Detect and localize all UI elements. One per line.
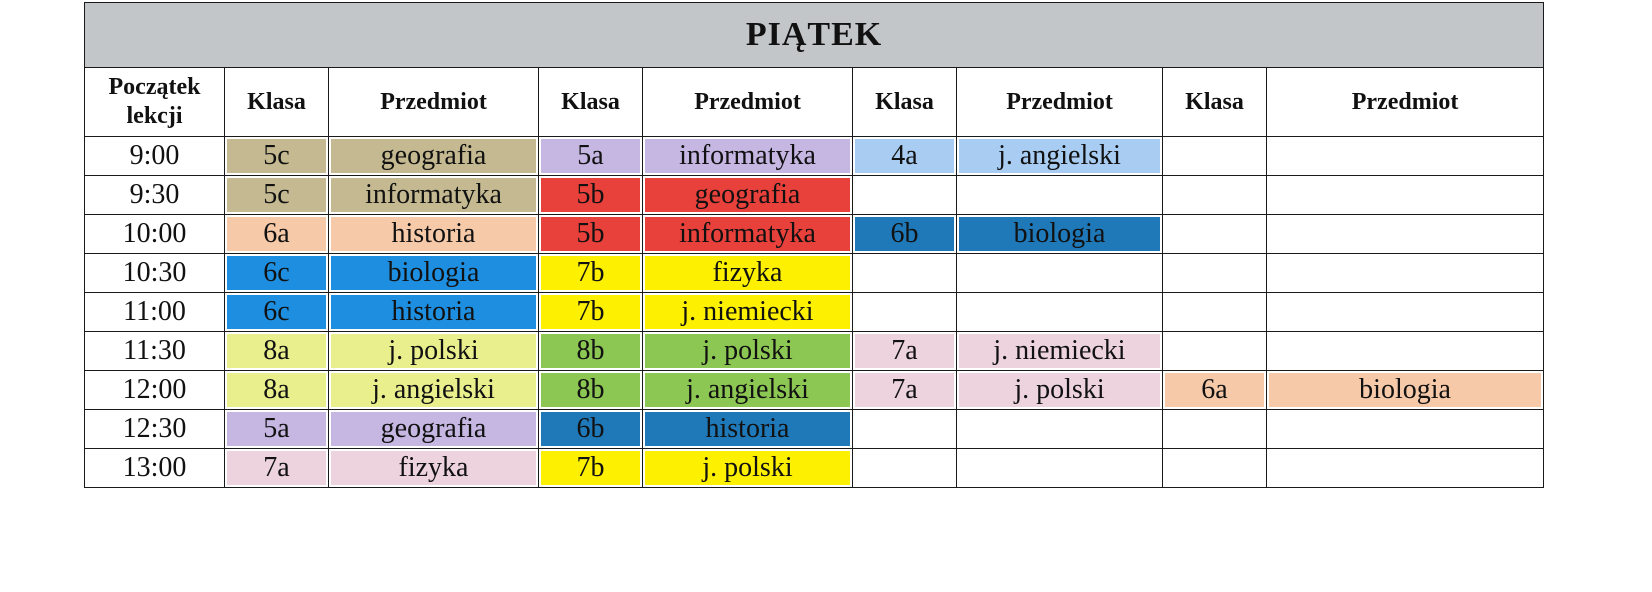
table-row — [85, 410, 1544, 449]
class-cell — [853, 254, 957, 293]
subject-label: j. polski — [331, 334, 536, 368]
class-label: 5a — [227, 412, 326, 446]
subject-cell — [957, 254, 1163, 293]
subject-cell — [957, 215, 1163, 254]
subject-label: historia — [331, 217, 536, 251]
subject-label: fizyka — [331, 451, 536, 485]
subject-label — [1269, 178, 1541, 212]
class-label: 7b — [541, 256, 640, 290]
class-cell — [225, 254, 329, 293]
subject-label — [1269, 139, 1541, 173]
lesson-start-time: 9:00 — [85, 137, 225, 176]
class-cell — [225, 176, 329, 215]
class-cell — [853, 410, 957, 449]
subject-cell — [957, 410, 1163, 449]
class-label: 5c — [227, 178, 326, 212]
lesson-start-time: 12:00 — [85, 371, 225, 410]
subject-label: j. polski — [959, 373, 1160, 407]
table-row — [85, 371, 1544, 410]
table-row — [85, 137, 1544, 176]
subject-cell — [643, 176, 853, 215]
class-label — [1165, 412, 1264, 446]
class-label: 7b — [541, 451, 640, 485]
class-cell — [539, 371, 643, 410]
subject-label: j. polski — [645, 334, 850, 368]
subject-label: biologia — [331, 256, 536, 290]
subject-cell — [1267, 176, 1544, 215]
subject-cell — [329, 254, 539, 293]
class-label: 8b — [541, 373, 640, 407]
subject-cell — [957, 293, 1163, 332]
subject-cell — [957, 137, 1163, 176]
class-label — [1165, 451, 1264, 485]
class-cell — [853, 137, 957, 176]
lesson-start-time: 13:00 — [85, 449, 225, 488]
subject-cell — [1267, 371, 1544, 410]
class-cell — [539, 449, 643, 488]
class-cell — [1163, 176, 1267, 215]
class-label: 7a — [855, 373, 954, 407]
subject-cell — [643, 371, 853, 410]
subject-cell — [1267, 254, 1544, 293]
subject-cell — [957, 449, 1163, 488]
class-label — [1165, 334, 1264, 368]
subject-label: informatyka — [645, 217, 850, 251]
class-cell — [1163, 332, 1267, 371]
class-cell — [1163, 215, 1267, 254]
subject-label: j. niemiecki — [959, 334, 1160, 368]
subject-cell — [643, 215, 853, 254]
table-row — [85, 293, 1544, 332]
subject-cell — [329, 215, 539, 254]
subject-cell — [1267, 137, 1544, 176]
class-cell — [225, 332, 329, 371]
subject-cell — [643, 410, 853, 449]
subject-cell — [329, 137, 539, 176]
class-cell — [539, 332, 643, 371]
header-przedmiot: Przedmiot — [643, 68, 853, 137]
class-label — [855, 451, 954, 485]
header-klasa: Klasa — [225, 68, 329, 137]
header-lesson-start: Początek lekcji — [85, 68, 225, 137]
table-row — [85, 254, 1544, 293]
subject-cell — [329, 371, 539, 410]
table-row — [85, 332, 1544, 371]
table-row — [85, 176, 1544, 215]
day-title: PIĄTEK — [85, 3, 1544, 68]
class-label — [855, 412, 954, 446]
schedule-sheet — [84, 2, 1543, 488]
subject-label: biologia — [1269, 373, 1541, 407]
subject-label — [959, 256, 1160, 290]
class-label: 8a — [227, 373, 326, 407]
subject-label — [1269, 295, 1541, 329]
class-label: 5c — [227, 139, 326, 173]
subject-cell — [1267, 215, 1544, 254]
subject-label: j. angielski — [959, 139, 1160, 173]
class-cell — [1163, 254, 1267, 293]
class-cell — [1163, 137, 1267, 176]
lesson-start-time: 11:00 — [85, 293, 225, 332]
lesson-start-time: 10:00 — [85, 215, 225, 254]
class-cell — [225, 293, 329, 332]
subject-label: geografia — [645, 178, 850, 212]
class-cell — [1163, 449, 1267, 488]
class-label: 7a — [227, 451, 326, 485]
class-label: 6c — [227, 256, 326, 290]
lesson-start-time: 12:30 — [85, 410, 225, 449]
class-cell — [539, 176, 643, 215]
class-cell — [853, 371, 957, 410]
subject-label — [959, 412, 1160, 446]
subject-cell — [957, 371, 1163, 410]
class-cell — [1163, 293, 1267, 332]
subject-cell — [329, 410, 539, 449]
subject-cell — [329, 332, 539, 371]
class-label: 6a — [1165, 373, 1264, 407]
class-label — [855, 256, 954, 290]
header-row — [85, 68, 1544, 137]
class-cell — [853, 449, 957, 488]
subject-label: j. niemiecki — [645, 295, 850, 329]
class-cell — [853, 215, 957, 254]
subject-cell — [643, 254, 853, 293]
class-cell — [539, 137, 643, 176]
class-label: 7a — [855, 334, 954, 368]
subject-label — [1269, 334, 1541, 368]
class-label: 5b — [541, 178, 640, 212]
header-klasa: Klasa — [1163, 68, 1267, 137]
class-cell — [225, 449, 329, 488]
class-label: 5b — [541, 217, 640, 251]
header-przedmiot: Przedmiot — [1267, 68, 1544, 137]
class-label — [1165, 295, 1264, 329]
class-cell — [225, 137, 329, 176]
header-przedmiot: Przedmiot — [329, 68, 539, 137]
subject-label — [1269, 412, 1541, 446]
subject-label — [1269, 256, 1541, 290]
subject-cell — [957, 332, 1163, 371]
lesson-start-time: 11:30 — [85, 332, 225, 371]
subject-label: j. angielski — [645, 373, 850, 407]
subject-label: informatyka — [645, 139, 850, 173]
lesson-start-time: 10:30 — [85, 254, 225, 293]
class-cell — [539, 293, 643, 332]
class-cell — [1163, 410, 1267, 449]
class-cell — [539, 410, 643, 449]
class-label: 8a — [227, 334, 326, 368]
class-label: 6a — [227, 217, 326, 251]
schedule-table — [84, 2, 1544, 488]
class-label: 4a — [855, 139, 954, 173]
subject-cell — [643, 449, 853, 488]
schedule-body — [85, 137, 1544, 488]
class-label — [1165, 256, 1264, 290]
subject-label: fizyka — [645, 256, 850, 290]
subject-label — [1269, 217, 1541, 251]
class-label: 6b — [541, 412, 640, 446]
subject-label: informatyka — [331, 178, 536, 212]
subject-label: geografia — [331, 412, 536, 446]
class-cell — [225, 410, 329, 449]
class-label: 8b — [541, 334, 640, 368]
class-label — [855, 295, 954, 329]
table-row — [85, 449, 1544, 488]
subject-label — [959, 295, 1160, 329]
header-przedmiot: Przedmiot — [957, 68, 1163, 137]
subject-label: j. polski — [645, 451, 850, 485]
class-label — [1165, 139, 1264, 173]
class-cell — [853, 293, 957, 332]
class-label — [855, 178, 954, 212]
subject-label — [959, 451, 1160, 485]
subject-cell — [643, 332, 853, 371]
subject-cell — [1267, 332, 1544, 371]
class-label: 7b — [541, 295, 640, 329]
header-klasa: Klasa — [539, 68, 643, 137]
subject-label — [1269, 451, 1541, 485]
subject-cell — [957, 176, 1163, 215]
subject-cell — [329, 293, 539, 332]
class-cell — [225, 371, 329, 410]
subject-label: j. angielski — [331, 373, 536, 407]
subject-label — [959, 178, 1160, 212]
class-label: 6c — [227, 295, 326, 329]
table-row — [85, 215, 1544, 254]
class-label — [1165, 178, 1264, 212]
class-cell — [1163, 371, 1267, 410]
class-label: 6b — [855, 217, 954, 251]
header-klasa: Klasa — [853, 68, 957, 137]
subject-cell — [643, 137, 853, 176]
class-cell — [539, 254, 643, 293]
class-cell — [539, 215, 643, 254]
lesson-start-time: 9:30 — [85, 176, 225, 215]
subject-label: geografia — [331, 139, 536, 173]
subject-cell — [1267, 449, 1544, 488]
subject-cell — [329, 176, 539, 215]
class-cell — [853, 176, 957, 215]
class-label: 5a — [541, 139, 640, 173]
subject-cell — [643, 293, 853, 332]
subject-label: historia — [645, 412, 850, 446]
subject-label: biologia — [959, 217, 1160, 251]
subject-cell — [1267, 410, 1544, 449]
subject-cell — [1267, 293, 1544, 332]
subject-label: historia — [331, 295, 536, 329]
class-cell — [853, 332, 957, 371]
class-cell — [225, 215, 329, 254]
class-label — [1165, 217, 1264, 251]
subject-cell — [329, 449, 539, 488]
